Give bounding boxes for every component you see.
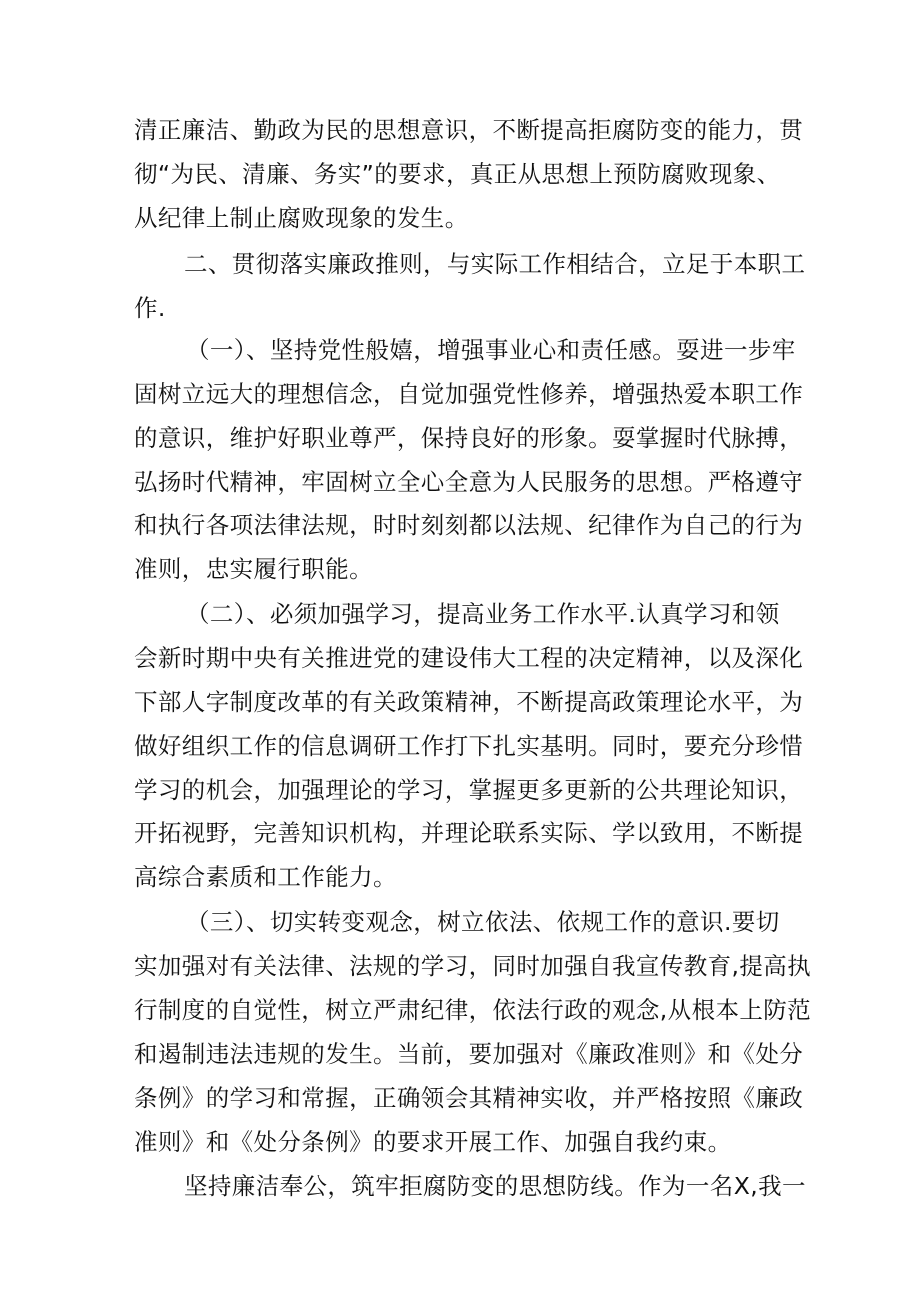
text-line: 下部人字制度改革的有关政策精神，不断提高政策理论水平，为 bbox=[134, 688, 804, 716]
text-line: 高综合素质和工作能力。 bbox=[134, 863, 397, 891]
text-line: 坚持廉洁奉公，筑牢拒腐防变的思想防线。作为一名X,我一 bbox=[184, 1172, 806, 1200]
text-line: 清正廉洁、勤政为民的思想意识，不断提高拒腐防变的能力，贯 bbox=[134, 116, 804, 144]
text-line: 准则》和《处分条例》的要求开展工作、加强自我约束。 bbox=[134, 1128, 732, 1156]
text-line: （一）、坚持党性般嬉，增强事业心和责任感。耍进一步牢 bbox=[186, 336, 796, 364]
text-line: 实加强对有关法律、法规的学习，同时加强自我宣传教育,提高执 bbox=[134, 952, 812, 980]
text-line: 开拓视野，完善知识机构，并理论联系实际、学以致用，不断提 bbox=[134, 819, 804, 847]
text-line: 准则，忠实履行职能。 bbox=[134, 555, 373, 583]
text-line: 固树立远大的理想信念，自觉加强党性修养，增强热爱本职工作 bbox=[134, 380, 804, 408]
text-line: （三）、切实转变观念，树立依法、依规工作的意识.要切 bbox=[186, 908, 780, 936]
text-line: 做好组织工作的信息调研工作打下扎实基明。同时，要充分珍惜 bbox=[134, 732, 804, 760]
text-line: 会新时期中央有关推进党的建设伟大工程的决定精神，以及深化 bbox=[134, 644, 804, 672]
text-line: 行制度的自觉性，树立严肃纪律，依法行政的观念,从根本上防范 bbox=[134, 996, 812, 1024]
text-line: 二、贯彻落实廉政推则，与实际工作相结合，立足于本职工 bbox=[184, 250, 806, 278]
text-line: 和遏制违法违规的发生。当前，要加强对《廉政准则》和《处分 bbox=[134, 1040, 804, 1068]
text-line: 从纪律上制止腐败现象的发生。 bbox=[134, 204, 469, 232]
text-line: 条例》的学习和常握，正确领会其精神实收，并严格按照《廉政 bbox=[134, 1084, 804, 1112]
text-line: 彻“为民、清廉、务实”的要求，真正从思想上预防腐败现象、 bbox=[134, 160, 781, 188]
text-line: 弘扬时代精神，牢固树立全心全意为人民服务的思想。严格遵守 bbox=[134, 468, 804, 496]
text-line: 作. bbox=[134, 294, 166, 322]
text-line: 学习的机会，加强理论的学习，掌握更多更新的公共理论知识， bbox=[134, 776, 804, 804]
text-line: （二）、必须加强学习，提高业务工作水平.认真学习和领 bbox=[186, 600, 780, 628]
text-line: 和执行各项法律法规，时时刻刻都以法规、纪律作为自己的行为 bbox=[134, 511, 804, 539]
text-line: 的意识，维护好职业尊严，保持良好的形象。耍掌握时代脉搏， bbox=[134, 424, 804, 452]
